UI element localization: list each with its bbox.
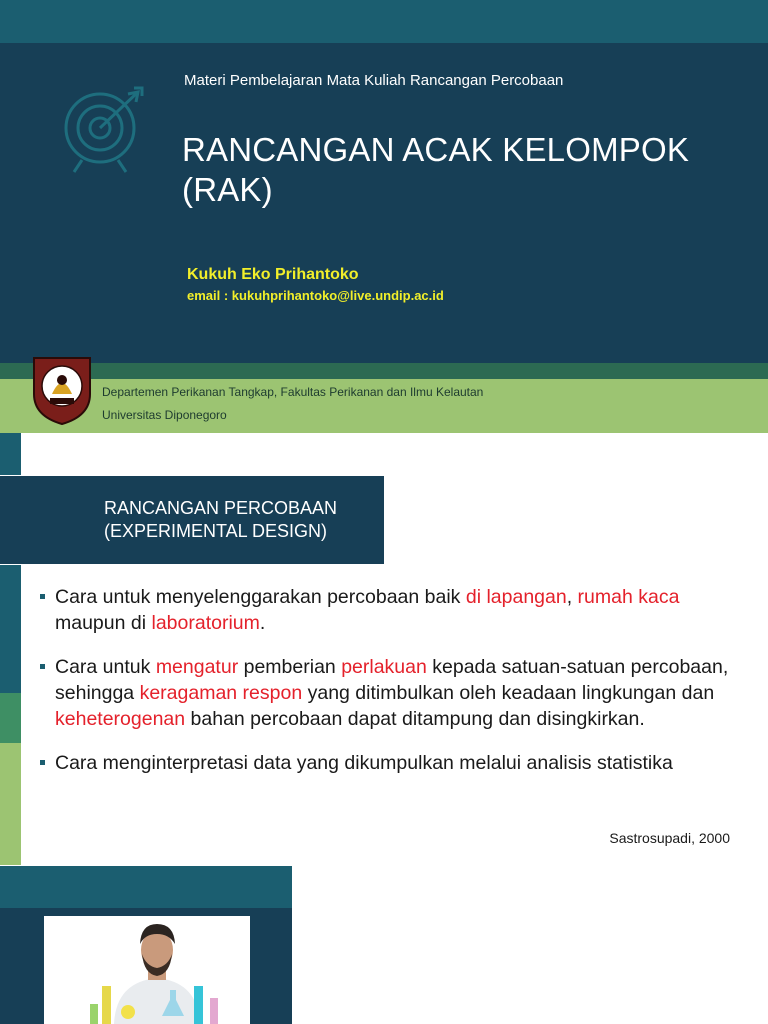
title-line-2: (RAK) [182,171,273,208]
course-subtitle: Materi Pembelajaran Mata Kuliah Rancangan Percobaan [184,72,564,89]
highlight-text: keheterogenan [55,708,186,730]
bullet-item [40,750,755,776]
highlight-text: keragaman respon [139,682,303,704]
target-arrow-icon [58,84,150,176]
bullet-item [40,584,755,636]
citation: Sastrosupadi, 2000 [609,830,730,846]
text-run: , [566,586,578,608]
text-run: Cara menginterpretasi data yang dikumpulkan melalui analisis statistika [55,752,673,774]
left-accent-bar-light-green [0,743,21,865]
text-run: . [259,612,266,634]
highlight-text: perlakuan [341,656,427,678]
top-stripe [0,0,768,43]
section-header-line-2: (EXPERIMENTAL DESIGN) [104,521,328,541]
highlight-text: rumah kaca [577,586,680,608]
slide3-header-stripe [0,866,292,908]
definition-list [40,584,755,794]
text-run: kepada satuan-satuan percobaan, sehingga [55,656,729,704]
left-accent-bar-teal [0,565,21,693]
highlight-text: mengatur [155,656,239,678]
scientist-photo [44,916,250,1024]
left-accent-bar-green [0,693,21,743]
author-name: Kukuh Eko Prihantoko [187,266,359,283]
text-run: maupun di [55,612,152,634]
text-run: Cara untuk menyelenggarakan percobaan baik [55,586,466,608]
section-header [104,497,337,543]
footer-top-strip [0,373,768,379]
text-run: yang ditimbulkan oleh keadaan lingkungan dan [302,682,715,704]
university-logo [30,354,94,426]
text-run: bahan percobaan dapat ditampung dan disingkirkan. [185,708,645,730]
title-line-1: RANCANGAN ACAK KELOMPOK [182,131,690,168]
text-run: Cara untuk [55,656,156,678]
presentation-title [182,130,752,210]
divider-stripe [0,363,768,373]
highlight-text: laboratorium [151,612,260,634]
university-text: Universitas Diponegoro [102,408,227,422]
author-email: email : kukuhprihantoko@live.undip.ac.id [187,288,444,303]
footer-band [0,373,768,433]
left-accent-bar [0,433,21,475]
highlight-text: di lapangan [465,586,567,608]
section-header-line-1: RANCANGAN PERCOBAAN [104,498,338,518]
text-run: pemberian [238,656,342,678]
bullet-item [40,654,755,732]
scientist-illustration [44,916,250,1024]
department-text: Departemen Perikanan Tangkap, Fakultas Perikanan dan Ilmu Kelautan [102,385,484,399]
